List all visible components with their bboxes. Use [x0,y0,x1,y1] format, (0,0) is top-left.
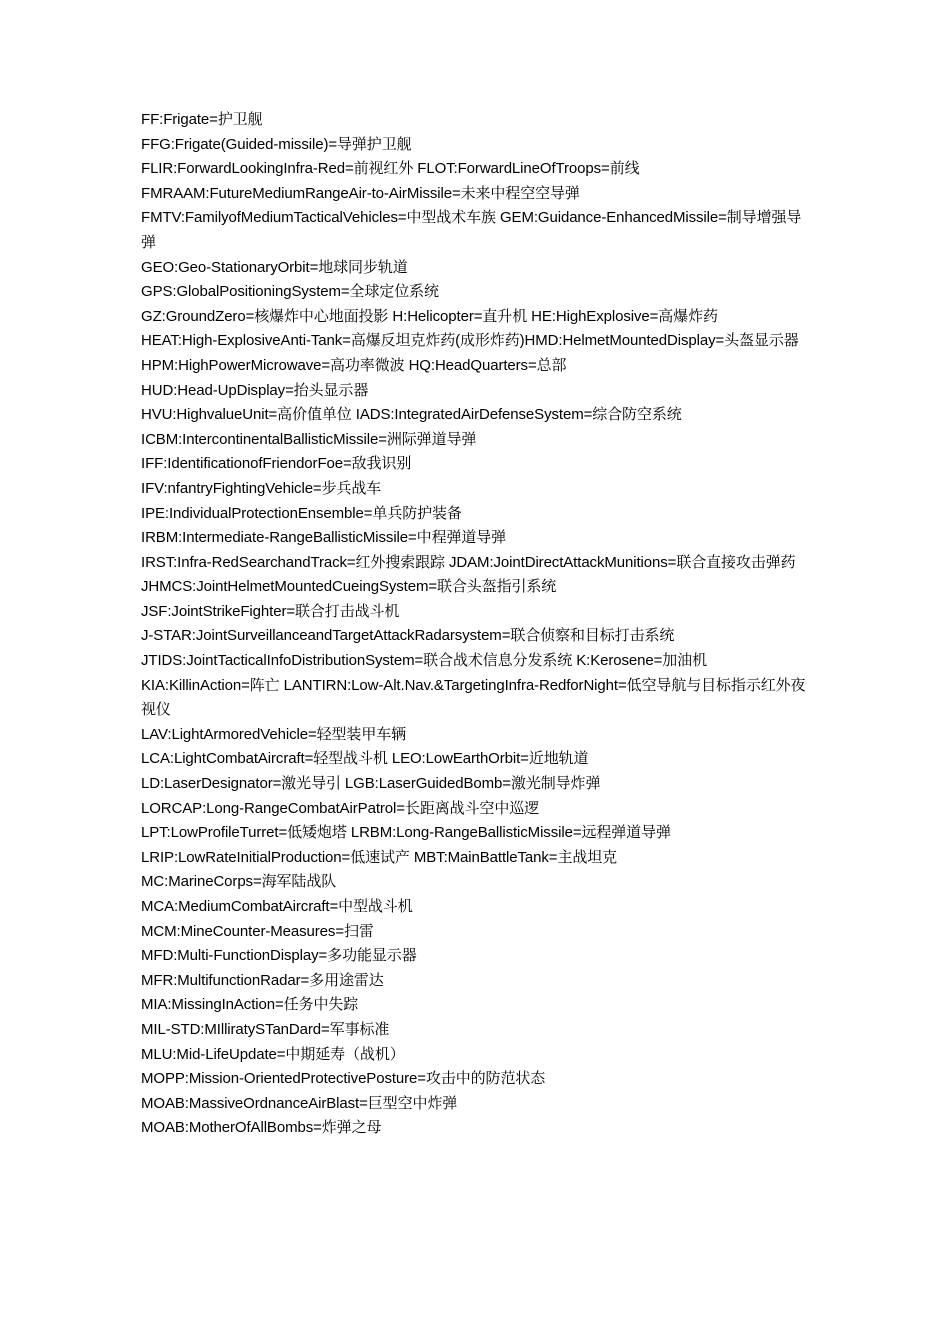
glossary-line: MOAB:MassiveOrdnanceAirBlast=巨型空中炸弹 [141,1094,458,1112]
glossary-line: MFD:Multi-FunctionDisplay=多功能显示器 [141,947,417,965]
glossary-line: J-STAR:JointSurveillanceandTargetAttackRadarsystem=联合侦察和目标打击系统 [141,627,675,645]
glossary-line: HUD:Head-UpDisplay=抬头显示器 [141,381,369,399]
glossary-line: ICBM:IntercontinentalBallisticMissile=洲际弹道导弹 [141,430,477,448]
glossary-line: FLIR:ForwardLookingInfra-Red=前视红外 FLOT:ForwardLineOfTroops=前线 [141,160,640,178]
glossary-line: FFG:Frigate(Guided-missile)=导弹护卫舰 [141,135,412,153]
glossary-line: KIA:KillinAction=阵亡 LANTIRN:Low-Alt.Nav.&TargetingInfra-RedforNight=低空导航与目标指示红外夜视仪 [141,676,806,719]
glossary-line: IFV:nfantryFightingVehicle=步兵战车 [141,479,382,497]
glossary-line: JTIDS:JointTacticalInfoDistributionSystem=联合战术信息分发系统 K:Kerosene=加油机 [141,652,707,670]
glossary-line: LRIP:LowRateInitialProduction=低速试产 MBT:MainBattleTank=主战坦克 [141,848,618,866]
glossary-line: LORCAP:Long-RangeCombatAirPatrol=长距离战斗空中巡逻 [141,799,540,817]
glossary-line: IRST:Infra-RedSearchandTrack=红外搜索跟踪 JDAM:JointDirectAttackMunitions=联合直接攻击弹药 [141,553,796,571]
glossary-line: LPT:LowProfileTurret=低矮炮塔 LRBM:Long-RangeBallisticMissile=远程弹道导弹 [141,824,671,842]
glossary-line: MC:MarineCorps=海军陆战队 [141,873,337,891]
glossary-line: HPM:HighPowerMicrowave=高功率微波 HQ:HeadQuarters=总部 [141,356,567,374]
glossary-line: GZ:GroundZero=核爆炸中心地面投影 H:Helicopter=直升机 HE:HighExplosive=高爆炸药 [141,307,718,325]
glossary-line: MFR:MultifunctionRadar=多用途雷达 [141,971,384,989]
glossary-line: MCA:MediumCombatAircraft=中型战斗机 [141,898,413,915]
glossary-line: LCA:LightCombatAircraft=轻型战斗机 LEO:LowEarthOrbit=近地轨道 [141,750,589,768]
glossary-line: HEAT:High-ExplosiveAnti-Tank=高爆反坦克炸药(成形炸药)HMD:HelmetMountedDisplay=头盔显示器 [141,332,799,350]
glossary-line: IRBM:Intermediate-RangeBallisticMissile=中程弹道导弹 [141,529,507,547]
glossary-line: MOAB:MotherOfAllBombs=炸弹之母 [141,1119,382,1137]
glossary-line: HVU:HighvalueUnit=高价值单位 IADS:IntegratedAirDefenseSystem=综合防空系统 [141,406,682,424]
glossary-line: LAV:LightArmoredVehicle=轻型装甲车辆 [141,725,407,743]
glossary-line: IPE:IndividualProtectionEnsemble=单兵防护装备 [141,504,462,522]
glossary-text [141,108,811,1141]
glossary-line: FMRAAM:FutureMediumRangeAir-to-AirMissile=未来中程空空导弹 [141,184,580,202]
glossary-line: IFF:IdentificationofFriendorFoe=敌我识别 [141,455,412,473]
glossary-line: FMTV:FamilyofMediumTacticalVehicles=中型战术车族 GEM:Guidance-EnhancedMissile=制导增强导弹 [141,209,802,251]
glossary-line: MIA:MissingInAction=任务中失踪 [141,996,359,1014]
glossary-line: LD:LaserDesignator=激光导引 LGB:LaserGuidedBomb=激光制导炸弹 [141,775,601,793]
glossary-line: MIL-STD:MIlliratySTanDard=军事标准 [141,1020,390,1038]
glossary-line: FF:Frigate=护卫舰 [141,111,263,128]
glossary-line: MLU:Mid-LifeUpdate=中期延寿（战机） [141,1045,405,1063]
glossary-line: MCM:MineCounter-Measures=扫雷 [141,922,374,940]
glossary-line: MOPP:Mission-OrientedProtectivePosture=攻击中的防范状态 [141,1070,546,1088]
glossary-line: JHMCS:JointHelmetMountedCueingSystem=联合头盔指引系统 [141,578,557,596]
glossary-line: GEO:Geo-StationaryOrbit=地球同步轨道 [141,258,408,276]
glossary-line: GPS:GlobalPositioningSystem=全球定位系统 [141,283,439,301]
glossary-line: JSF:JointStrikeFighter=联合打击战斗机 [141,602,400,620]
